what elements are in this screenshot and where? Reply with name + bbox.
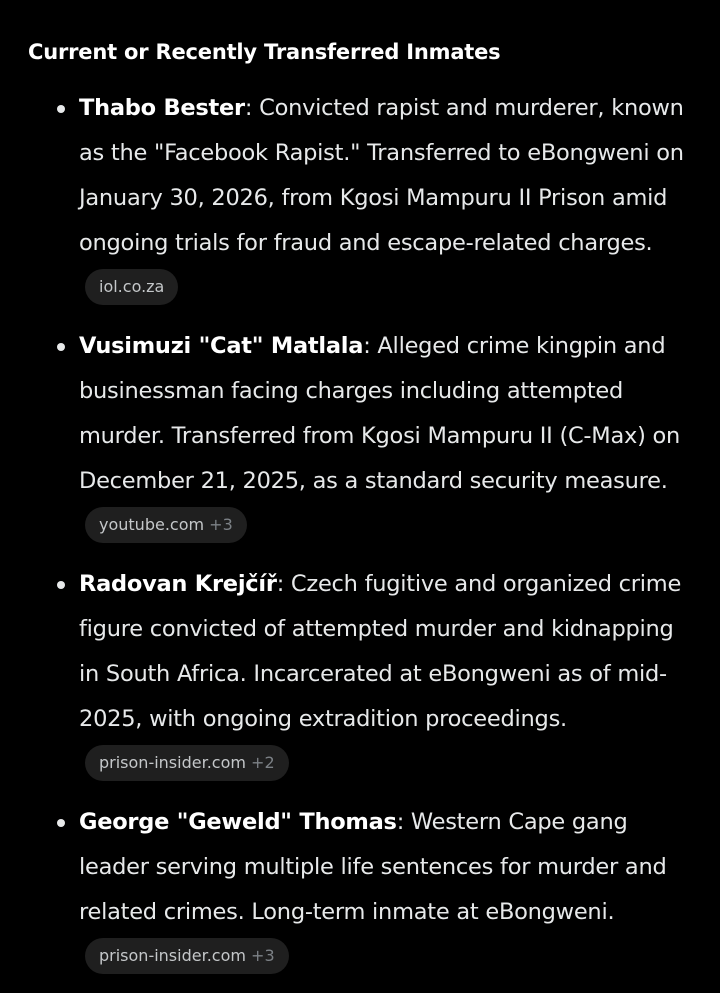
source-chip[interactable] (85, 745, 289, 781)
source-label: iol.co.za (99, 276, 165, 296)
inmate-name: Radovan Krejčíř (79, 571, 277, 597)
source-label: prison-insider.com (99, 945, 246, 965)
inmate-name: Thabo Bester (79, 95, 245, 121)
inmate-name: Vusimuzi "Cat" Matlala (79, 333, 364, 359)
bullet-dot (57, 819, 65, 827)
inmate-name: George "Geweld" Thomas (79, 809, 397, 835)
bullet-dot (57, 581, 65, 589)
source-extra-count: +2 (251, 752, 275, 772)
inmate-description: : Czech fugitive and organized crime figure convicted of attempted murder and kidnapping in South Africa. Incarcerated at eBongweni as of mid-2025, with ongoing extradition proceedings. (79, 571, 682, 732)
inmate-item-radovan-krejcir (0, 562, 720, 787)
source-extra-count: +3 (209, 514, 233, 534)
source-label: youtube.com (99, 514, 205, 534)
inmate-item-vusimuzi-matlala (0, 324, 720, 549)
source-chip[interactable] (85, 507, 247, 543)
inmate-list (0, 86, 720, 993)
section-title: Current or Recently Transferred Inmates (28, 40, 501, 64)
source-extra-count: +3 (251, 945, 275, 965)
source-label: prison-insider.com (99, 752, 246, 772)
source-chip[interactable] (85, 269, 178, 305)
inmate-description: : Convicted rapist and murderer, known as the "Facebook Rapist." Transferred to eBongweni on January 30, 2026, from Kgosi Mampuru II Prison amid ongoing trials for fraud and escape-related charges. (79, 95, 684, 256)
inmate-description: : Alleged crime kingpin and businessman facing charges including attempted murder. Transferred from Kgosi Mampuru II (C-Max) on December 21, 2025, as a standard security measure. (79, 333, 681, 494)
inmate-item-thabo-bester (0, 86, 720, 311)
source-chip[interactable] (85, 938, 289, 974)
inmate-description: : Western Cape gang leader serving multiple life sentences for murder and related crimes. Long-term inmate at eBongweni. (79, 809, 667, 925)
bullet-dot (57, 343, 65, 351)
inmate-item-george-thomas (0, 800, 720, 980)
bullet-dot (57, 105, 65, 113)
